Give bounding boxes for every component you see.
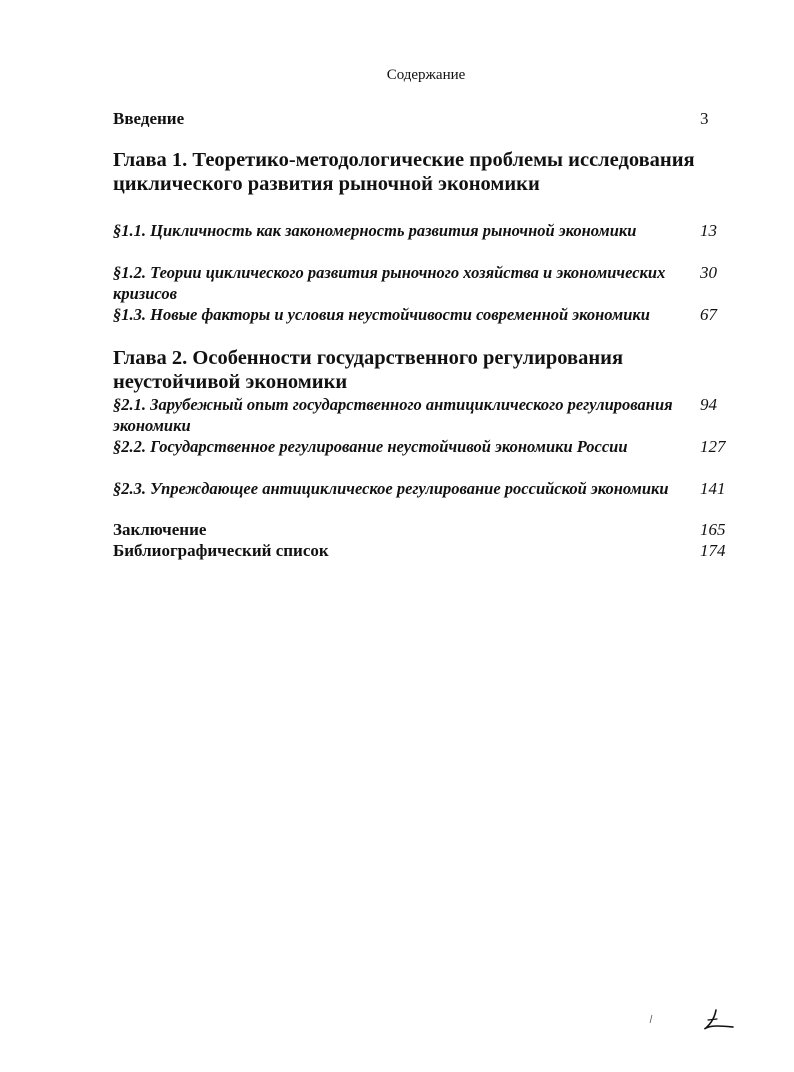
toc-chapter-label: Глава 1. Теоретико-методологические проблемы исследования циклического развития рыночной экономики — [113, 149, 695, 195]
toc-entry-label: Заключение — [113, 520, 207, 539]
toc-section-2-3 — [113, 478, 733, 499]
toc-section-1-3 — [113, 304, 733, 325]
toc-section-2-1 — [113, 394, 733, 436]
toc-section-label: §1.2. Теории циклического развития рыночного хозяйства и экономических кризисов — [113, 263, 666, 303]
toc-chapter-label: Глава 2. Особенности государственного регулирования неустойчивой экономики — [113, 347, 624, 393]
toc-entry-label: Библиографический список — [113, 541, 329, 560]
toc-section-2-2 — [113, 436, 733, 457]
toc-entry-label: Введение — [113, 109, 185, 128]
toc-entry-page: 3 — [700, 109, 709, 128]
page-title: Содержание — [386, 67, 466, 83]
toc-section-label: §2.1. Зарубежный опыт государственного антициклического регулирования экономики — [113, 395, 673, 435]
toc-entry-bibliography — [113, 540, 733, 561]
toc-entry-page: 141 — [700, 479, 726, 498]
toc-section-label: §1.3. Новые факторы и условия неустойчивости современной экономики — [113, 305, 650, 324]
toc-entry-page: 30 — [700, 263, 717, 282]
toc-section-1-1 — [113, 220, 733, 241]
handwritten-signature — [702, 1008, 736, 1034]
toc-entry-page: 13 — [700, 221, 717, 240]
pen-mark — [648, 1014, 654, 1024]
toc-entry-introduction — [113, 108, 733, 129]
toc-entry-page: 127 — [700, 437, 726, 456]
toc-entry-page: 174 — [700, 541, 726, 560]
toc-entry-page: 94 — [700, 395, 717, 414]
toc-entry-conclusion — [113, 519, 733, 540]
toc-entry-page: 67 — [700, 305, 717, 324]
toc-entry-page: 165 — [700, 520, 726, 539]
toc-section-label: §1.1. Цикличность как закономерность развития рыночной экономики — [113, 221, 637, 240]
toc-chapter-1 — [113, 148, 733, 196]
toc-section-1-2 — [113, 262, 733, 304]
toc-section-label: §2.3. Упреждающее антициклическое регулирование российской экономики — [113, 479, 669, 498]
toc-chapter-2 — [113, 346, 733, 394]
toc-section-label: §2.2. Государственное регулирование неустойчивой экономики России — [113, 437, 628, 456]
